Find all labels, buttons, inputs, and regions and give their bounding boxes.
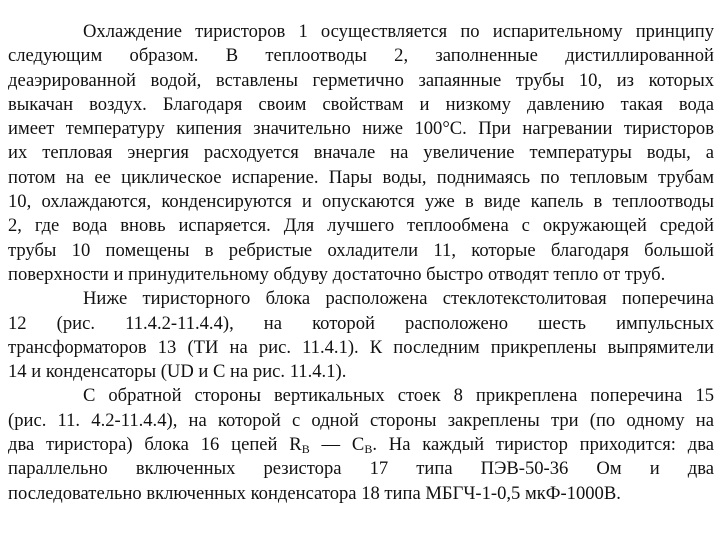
text-line-with-subscripts: [8, 433, 714, 457]
text-line: Ниже тиристорного блока расположена стеклотекстолитовая поперечина: [83, 288, 714, 310]
text-line: 14 и конденсаторы (UD и С на рис. 11.4.1).: [8, 361, 347, 383]
text-segment: . На каждый тиристор приходится: два: [372, 434, 714, 456]
text-line: следующим образом. В теплоотводы 2, заполненные дистиллированной: [8, 45, 714, 67]
text-line: выкачан воздух. Благодаря своим свойствам и низкому давлению такая вода: [8, 93, 714, 115]
text-line: трубы 10 помещены в ребристые охладители 11, которые благодаря большой: [8, 239, 714, 261]
text-line: параллельно включенных резистора 17 типа ПЭВ-50-36 Ом и два: [8, 458, 714, 480]
text-line: поверхности и принудительному обдуву достаточно быстро отводят тепло от труб.: [8, 263, 666, 285]
text-line: 12 (рис. 11.4.2-11.4.4), на которой расположено шесть импульсных: [8, 312, 714, 334]
paragraph-2: [8, 287, 714, 384]
text-line: последовательно включенных конденсатора 18 типа МБГЧ-1-0,5 мкФ-1000В.: [8, 482, 621, 504]
text-line: их тепловая энергия расходуется вначале на увеличение температуры воды, а: [8, 142, 714, 164]
text-line: трансформаторов 13 (ТИ на рис. 11.4.1). К последним прикреплены выпрямители: [8, 336, 714, 358]
document-text: [8, 20, 714, 506]
paragraph-1: [8, 20, 714, 287]
text-line: имеет температуру кипения значительно ниже 100°С. При нагревании тиристоров: [8, 118, 714, 140]
text-line: 2, где вода вновь испаряется. Для лучшего теплообмена с окружающей средой: [8, 215, 714, 237]
text-line: С обратной стороны вертикальных стоек 8 прикреплена поперечина 15: [83, 385, 714, 407]
text-segment: два тиристора) блока 16 цепей R: [8, 434, 302, 456]
text-line: Охлаждение тиристоров 1 осуществляется по испарительному принципу: [83, 21, 714, 42]
subscript: В: [364, 442, 373, 457]
text-line: (рис. 11. 4.2-11.4.4), на которой с одной стороны закреплены три (по одному на: [8, 409, 714, 431]
text-segment: — С: [309, 434, 365, 456]
text-line: деаэрированной водой, вставлены герметично запаянные трубы 10, из которых: [8, 69, 714, 91]
text-line: потом на ее циклическое испарение. Пары воды, поднимаясь по тепловым трубам: [8, 166, 714, 188]
paragraph-3: [8, 384, 714, 505]
text-line: 10, охлаждаются, конденсируются и опускаются уже в виде капель в теплоотводы: [8, 191, 714, 213]
subscript: В: [301, 442, 310, 457]
